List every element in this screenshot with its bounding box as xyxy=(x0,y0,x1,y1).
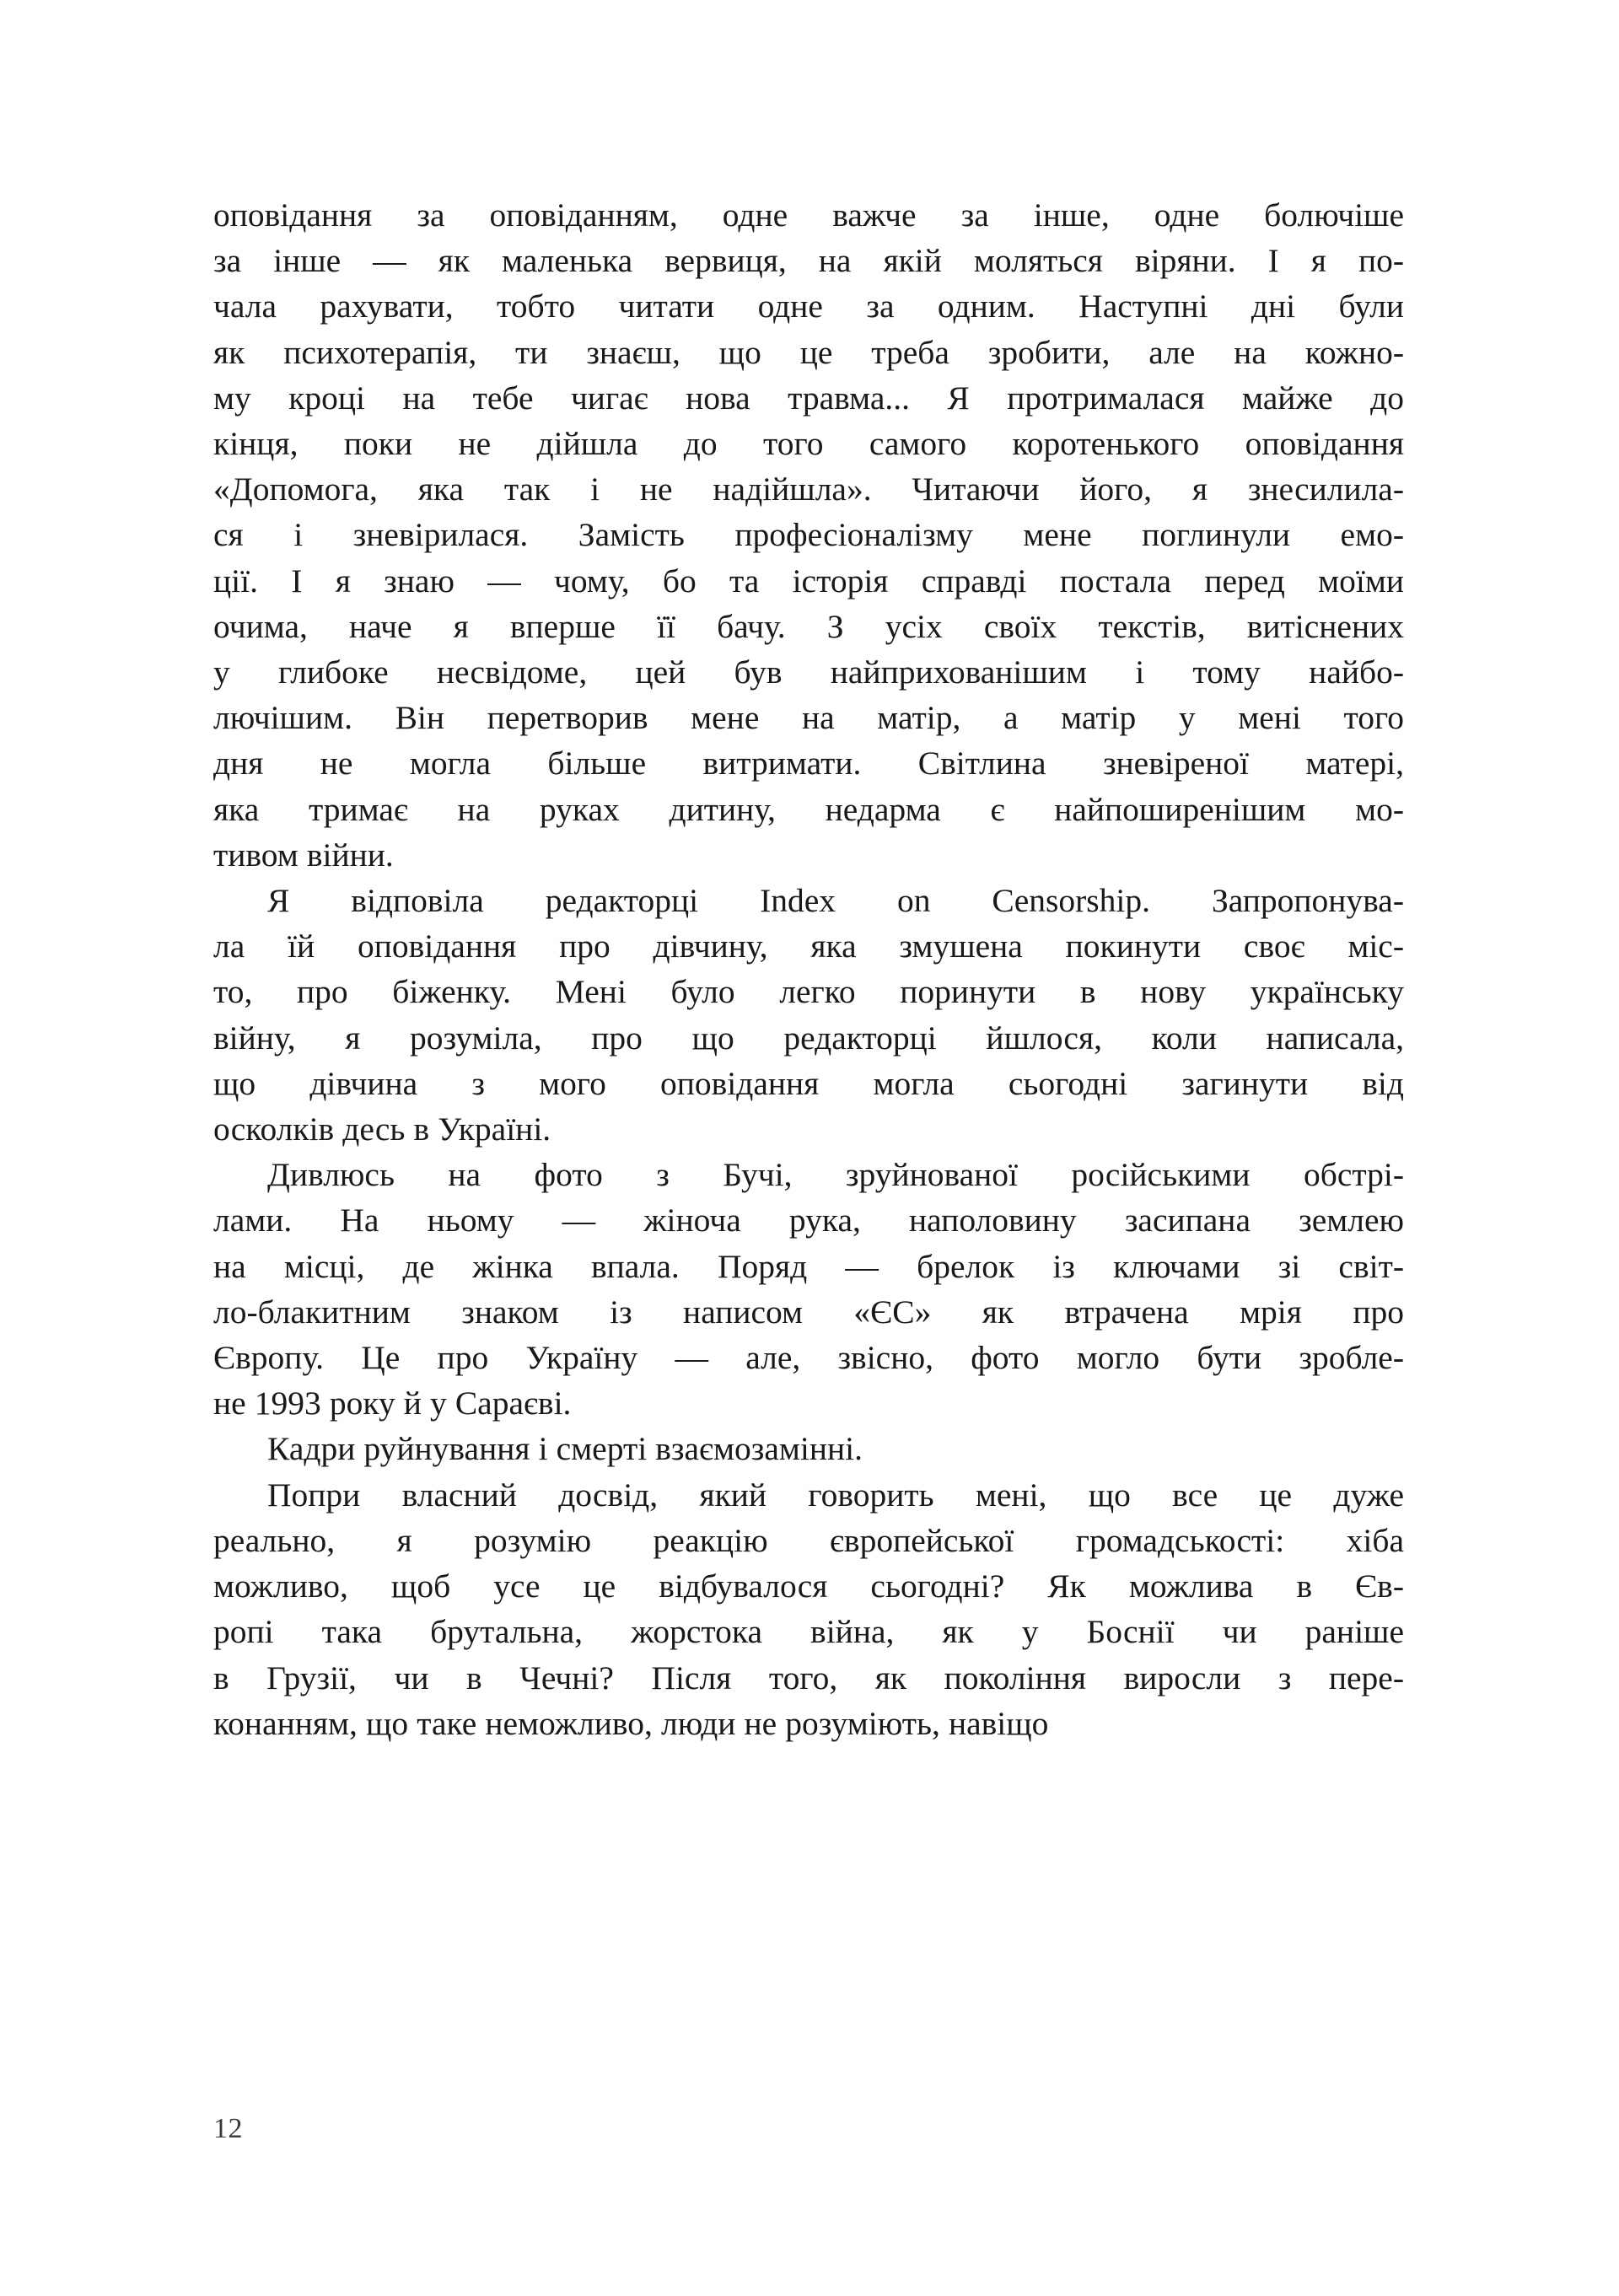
text-line: ло-блакитним знаком із написом «ЄС» як втрачена мрія про xyxy=(213,1293,1404,1331)
text-line: лами. На ньому — жіноча рука, наполовину засипана землею xyxy=(213,1202,1404,1239)
text-line: в Грузії, чи в Чечні? Після того, як покоління виросли з пере- xyxy=(213,1659,1404,1696)
text-line: можливо, щоб усе це відбувалося сьогодні? Як можлива в Єв- xyxy=(213,1567,1404,1605)
text-line: ції. І я знаю — чому, бо та історія справді постала перед моїми xyxy=(213,562,1404,600)
text-line: у глибоке несвідоме, цей був найприхованішим і тому найбо- xyxy=(213,653,1404,691)
text-line: що дівчина з мого оповідання могла сьогодні загинути від xyxy=(213,1064,1404,1102)
text-line: війну, я розуміла, про що редакторці йшлося, коли написала, xyxy=(213,1019,1404,1057)
text-line: за інше — як маленька вервиця, на якій моляться віряни. І я по- xyxy=(213,242,1404,280)
text-line: ла їй оповідання про дівчину, яка змушена покинути своє міс- xyxy=(213,928,1404,965)
text-line: му кроці на тебе чигає нова травма... Я протрималася майже до xyxy=(213,379,1404,417)
text-line: реально, я розумію реакцію європейської громадськості: хіба xyxy=(213,1521,1404,1559)
text-line: Попри власний досвід, який говорить мені, що все це дуже xyxy=(267,1476,1404,1514)
text-line: Європу. Це про Україну — але, звісно, фото могло бути зробле- xyxy=(213,1339,1404,1377)
paragraph xyxy=(213,878,1404,1152)
text-line: Кадри руйнування і смерті взаємозамінні. xyxy=(267,1430,863,1468)
text-line: то, про біженку. Мені було легко поринути в нову українську xyxy=(213,973,1404,1011)
text-line: як психотерапія, ти знаєш, що це треба зробити, але на кожно- xyxy=(213,333,1404,371)
page-number: 12 xyxy=(213,2113,243,2144)
text-line: ся і зневірилася. Замість професіоналізму мене поглинули емо- xyxy=(213,516,1404,554)
text-line: чала рахувати, тобто читати одне за одним. Наступні дні були xyxy=(213,288,1404,325)
paragraph xyxy=(213,192,1404,878)
paragraph xyxy=(213,1472,1404,1746)
text-line: Дивлюсь на фото з Бучі, зруйнованої російськими обстрі- xyxy=(267,1156,1404,1194)
text-line: осколків десь в Україні. xyxy=(213,1110,551,1148)
text-line: Я відповіла редакторці Index on Censorship. Запропонува- xyxy=(267,882,1404,920)
text-line: оповідання за оповіданням, одне важче за інше, одне болючіше xyxy=(213,196,1404,234)
text-line: на місці, де жінка впала. Поряд — брелок із ключами зі світ- xyxy=(213,1247,1404,1285)
text-line: дня не могла більше витримати. Світлина зневіреної матері, xyxy=(213,745,1404,782)
text-line: очима, наче я вперше її бачу. З усіх своїх текстів, витіснених xyxy=(213,607,1404,645)
page-body xyxy=(213,192,1404,1746)
text-column xyxy=(213,192,1404,1746)
text-line: конанням, що таке неможливо, люди не розуміють, навіщо xyxy=(213,1704,1049,1742)
paragraph xyxy=(213,1426,1404,1471)
text-line: не 1993 року й у Сараєві. xyxy=(213,1385,572,1422)
text-line: лючішим. Він перетворив мене на матір, а матір у мені того xyxy=(213,699,1404,737)
paragraph xyxy=(213,1152,1404,1426)
text-line: яка тримає на руках дитину, недарма є найпоширенішим мо- xyxy=(213,790,1404,828)
text-line: ропі така брутальна, жорстока війна, як у Боснії чи раніше xyxy=(213,1613,1404,1651)
text-line: кінця, поки не дійшла до того самого коротенького оповідання xyxy=(213,425,1404,463)
text-line: «Допомога, яка так і не надійшла». Читаючи його, я знесилила- xyxy=(213,470,1404,508)
text-line: тивом війни. xyxy=(213,836,394,874)
